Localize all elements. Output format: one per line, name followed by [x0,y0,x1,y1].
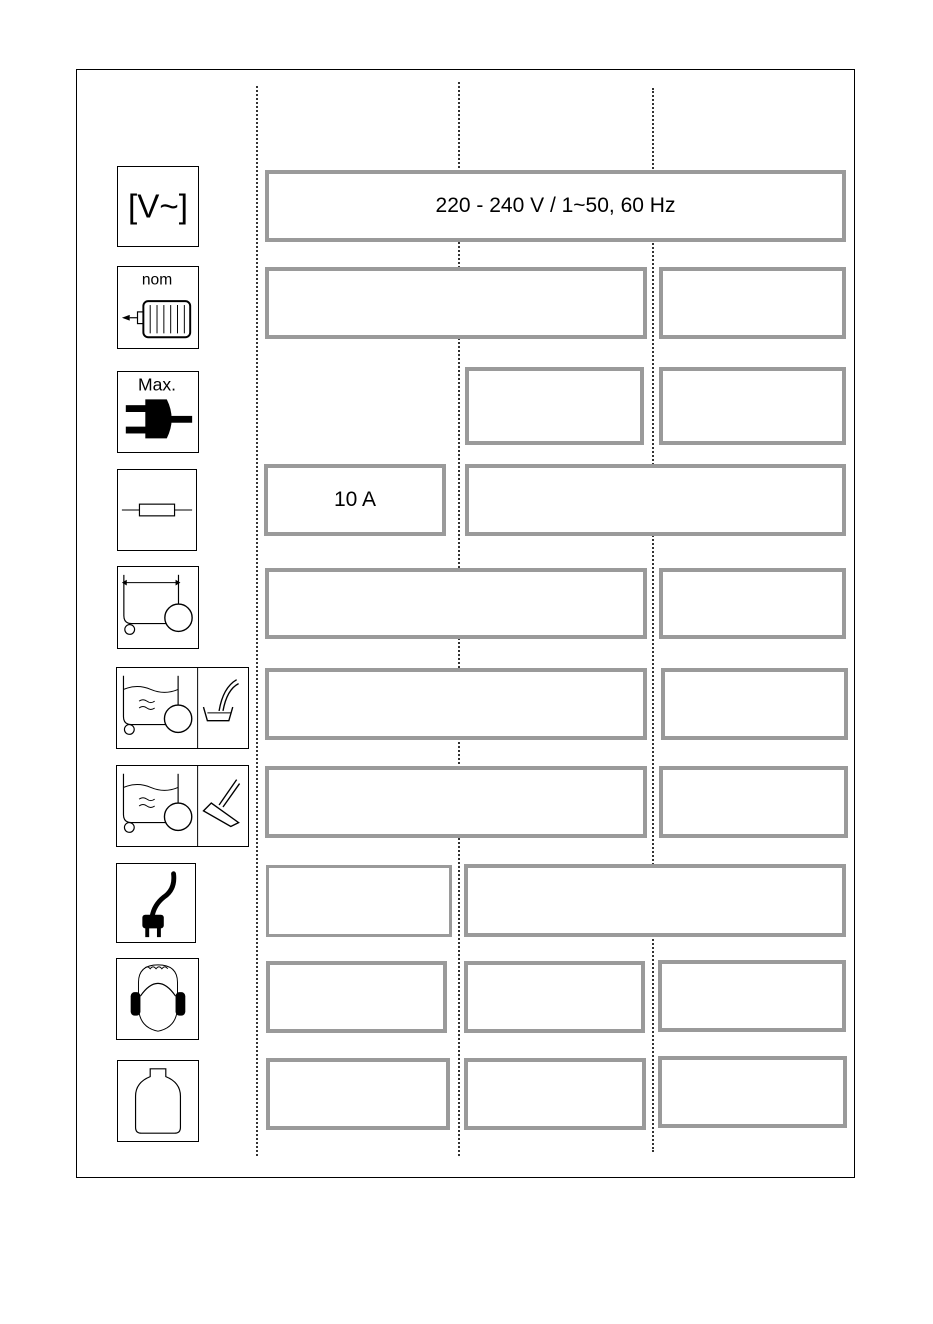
wet-pickup-cell [265,668,647,740]
wet-floor-pickup-cell [659,766,848,838]
noise-level-cell [464,961,645,1033]
container-capacity-icon [117,566,199,649]
power-cable-icon [116,863,196,943]
wet-floor-pickup-cell [265,766,647,838]
noise-level-cell [266,961,447,1033]
container-capacity-cell [659,568,846,639]
fuse-cell [465,464,846,536]
plug-max-icon [117,371,199,453]
motor-power-cell [265,267,647,339]
plug-max-cell [659,367,846,445]
weight-cell [266,1058,450,1130]
noise-level-cell [658,960,846,1032]
fuse-value-cell [264,464,446,536]
wet-pickup-icon [116,667,249,749]
weight-icon [117,1060,199,1142]
wet-floor-pickup-icon [116,765,249,847]
voltage-value-cell [265,170,846,242]
noise-level-icon [116,958,199,1040]
motor-icon-label: nom [141,271,173,289]
voltage-icon-label: [V~] [128,188,188,226]
weight-cell [464,1058,646,1130]
column-divider [652,88,654,1152]
voltage-value: 220 - 240 V / 1~50, 60 Hz [435,194,676,217]
fuse-icon [117,469,197,551]
voltage-icon [117,166,199,247]
wet-pickup-cell [661,668,848,740]
weight-cell [658,1056,847,1128]
power-cable-cell [464,864,846,937]
plug-max-cell [465,367,644,445]
power-cable-cell [266,865,452,937]
motor-power-icon [117,266,199,349]
container-capacity-cell [265,568,647,639]
plug-max-icon-label: Max. [138,374,177,395]
column-divider [256,86,258,1156]
motor-power-cell [659,267,846,339]
fuse-value: 10 A [333,488,377,511]
